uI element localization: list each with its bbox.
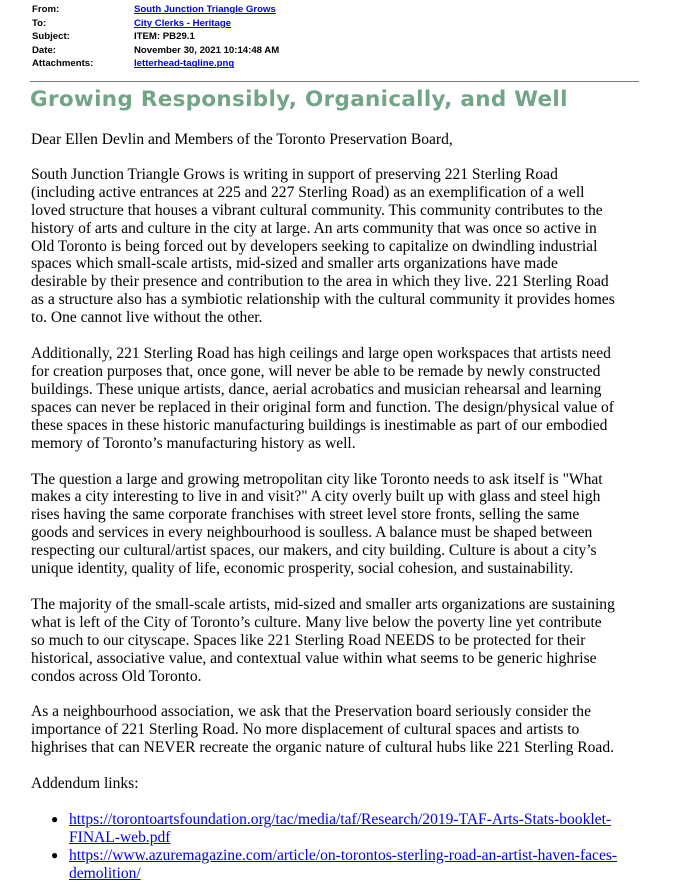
subject-row xyxy=(32,30,652,44)
paragraph-line: The majority of the small-scale artists, mid-sized and smaller arts organizations are sustaining xyxy=(31,595,615,613)
paragraph-line: condos across Old Toronto. xyxy=(31,667,202,685)
paragraph-line: so much to our cityscape. Spaces like 221 Sterling Road NEEDS to be protected for their xyxy=(31,631,586,649)
paragraph-line: buildings. These unique artists, dance, aerial acrobatics and musician rehearsal and learning xyxy=(31,380,602,398)
attachment-link[interactable]: letterhead-tagline.png xyxy=(134,58,235,70)
email-header xyxy=(32,3,652,71)
paragraph xyxy=(31,471,646,578)
letter-body xyxy=(31,131,646,883)
header-divider xyxy=(30,81,639,82)
paragraph-line: respecting our cultural/artist spaces, our makers, and city building. Culture is about a city’s xyxy=(31,542,597,560)
link-line: demolition/ xyxy=(69,864,141,882)
paragraph-line: importance of 221 Sterling Road. No more displacement of cultural spaces and artists to xyxy=(31,721,580,739)
bullet-icon: ● xyxy=(51,847,59,862)
to-link[interactable]: City Clerks - Heritage xyxy=(134,17,232,29)
paragraph-line: Additionally, 221 Sterling Road has high ceilings and large open workspaces that artists need xyxy=(31,345,611,363)
paragraph xyxy=(31,345,646,452)
paragraph-line: as a structure also has a symbiotic relationship with the cultural community it provides homes xyxy=(31,291,615,309)
paragraph-line: history of arts and culture in the city at large. An arts community that was once so active in xyxy=(31,219,597,237)
link-line: https://torontoartsfoundation.org/tac/media/taf/Research/2019-TAF-Arts-Stats-booklet- xyxy=(69,811,612,829)
subject-label: Subject: xyxy=(32,31,70,43)
to-label: To: xyxy=(32,17,47,29)
addendum-link[interactable] xyxy=(69,811,646,847)
addendum-link-item xyxy=(31,847,646,883)
letter-paragraphs xyxy=(31,166,646,775)
from-row xyxy=(32,3,652,17)
paragraph-line: loved structure that houses a vibrant cultural community. This community contributes to the xyxy=(31,201,603,219)
paragraph-line: historical, associative value, and contextual value within what seems to be generic highrise xyxy=(31,649,597,667)
paragraph-line: desirable by their presence and contribution to the area in which they live. 221 Sterling Road xyxy=(31,273,609,291)
paragraph xyxy=(31,166,646,327)
letterhead-tagline: Growing Responsibly, Organically, and Well xyxy=(30,87,568,112)
to-row xyxy=(32,17,652,31)
date-label: Date: xyxy=(32,44,56,56)
paragraph-line: The question a large and growing metropolitan city like Toronto needs to ask itself is "What xyxy=(31,470,603,488)
paragraph-line: (including active entrances at 225 and 227 Sterling Road) as an exemplification of a well xyxy=(31,183,585,201)
paragraph-line: spaces can never be replaced in their original form and function. The design/physical value of xyxy=(31,398,614,416)
addendum-label: Addendum links: xyxy=(31,775,139,793)
paragraph-line: to. One cannot live without the other. xyxy=(31,309,263,327)
from-link[interactable]: South Junction Triangle Grows xyxy=(134,4,276,15)
paragraph-line: Old Toronto is being forced out by developers seeking to capitalize on dwindling industrial xyxy=(31,237,598,255)
addendum-link-item xyxy=(31,811,646,847)
subject-value: ITEM: PB29.1 xyxy=(134,31,195,43)
attachments-row xyxy=(32,57,652,71)
addendum-link[interactable] xyxy=(69,847,646,883)
paragraph-line: for creation purposes that, once gone, will never be able to be remade by newly constructed xyxy=(31,362,601,380)
paragraph-line: unique identity, quality of life, economic prosperity, social cohesion, and sustainability. xyxy=(31,560,574,578)
paragraph-line: As a neighbourhood association, we ask that the Preservation board seriously consider the xyxy=(31,703,591,721)
paragraph xyxy=(31,703,646,757)
paragraph-line: highrises that can NEVER recreate the organic nature of cultural hubs like 221 Sterling Road. xyxy=(31,739,614,757)
salutation: Dear Ellen Devlin and Members of the Toronto Preservation Board, xyxy=(31,131,453,148)
link-line: https://www.azuremagazine.com/article/on-torontos-sterling-road-an-artist-haven-faces- xyxy=(69,846,618,864)
paragraph-line: makes a city interesting to live in and visit?" A city overly built up with glass and steel high xyxy=(31,488,601,506)
paragraph-line: rises having the same corporate franchises with street level store fronts, selling the same xyxy=(31,506,580,524)
date-value: November 30, 2021 10:14:48 AM xyxy=(134,44,280,56)
date-row xyxy=(32,44,652,58)
paragraph-line: spaces which small-scale artists, mid-sized and smaller arts organizations have made xyxy=(31,255,558,273)
paragraph-line: what is left of the City of Toronto’s culture. Many live below the poverty line yet contribute xyxy=(31,613,602,631)
from-label: From: xyxy=(32,4,60,15)
bullet-icon: ● xyxy=(51,812,59,827)
paragraph xyxy=(31,596,646,686)
attachments-label: Attachments: xyxy=(32,58,94,70)
link-line: FINAL-web.pdf xyxy=(69,829,171,846)
paragraph-line: memory of Toronto’s manufacturing history as well. xyxy=(31,434,356,452)
addendum-links-list xyxy=(31,811,646,883)
paragraph-line: goods and services in every neighbourhood is soulless. A balance must be shaped between xyxy=(31,524,593,542)
paragraph-line: South Junction Triangle Grows is writing in support of preserving 221 Sterling Road xyxy=(31,165,558,183)
paragraph-line: these spaces in these historic manufacturing buildings is inestimable as part of our embodied xyxy=(31,416,608,434)
